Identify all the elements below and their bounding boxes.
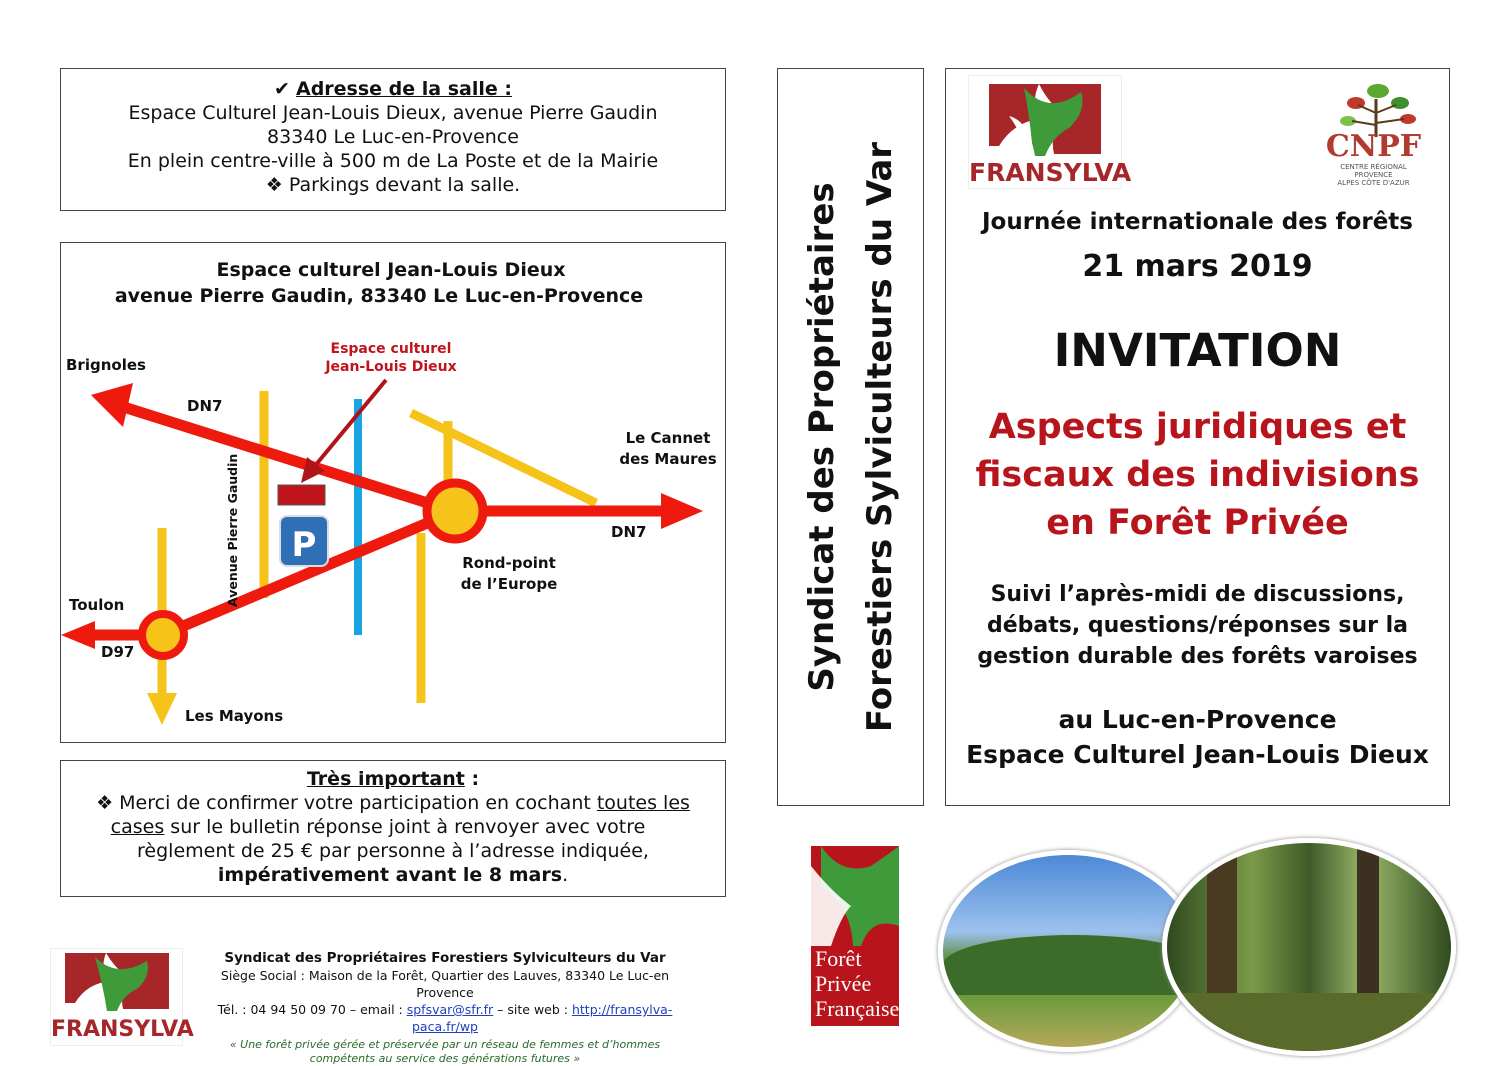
label-venue-1: Espace culturel bbox=[330, 341, 452, 357]
footer-logo-text: FRANSYLVA bbox=[51, 1017, 194, 1042]
forest-photo bbox=[1162, 838, 1456, 1056]
bullet-icon: ❖ bbox=[96, 792, 114, 814]
description-line-2: débats, questions/réponses sur la bbox=[987, 613, 1408, 638]
important-title-line: Très important : bbox=[306, 768, 480, 790]
label-les-mayons: Les Mayons bbox=[185, 707, 284, 725]
invitation-box bbox=[945, 68, 1450, 806]
address-line-4: Parkings devant la salle. bbox=[288, 174, 521, 196]
invitation-heading: INVITATION bbox=[1053, 324, 1342, 377]
label-roundabout-1: Rond-point bbox=[462, 554, 556, 572]
foret-privee-francaise-logo bbox=[811, 846, 899, 1026]
syndicate-line-1: Syndicat des Propriétaires bbox=[801, 182, 842, 692]
footer-fransylva-emblem-icon bbox=[51, 949, 182, 1019]
place-line-1: au Luc-en-Provence bbox=[1058, 705, 1337, 734]
checkmark-icon: ✔ bbox=[274, 78, 290, 100]
label-roundabout-2: de l’Europe bbox=[460, 575, 558, 593]
venue-address-box bbox=[60, 68, 726, 211]
important-line-4: impérativement avant le 8 mars. bbox=[217, 864, 569, 886]
description-line-3: gestion durable des forêts varoises bbox=[977, 644, 1418, 669]
footer-fransylva-logo bbox=[50, 948, 194, 1046]
important-line-3: règlement de 25 € par personne à l’adresse indiquée, bbox=[137, 840, 649, 862]
label-toulon: Toulon bbox=[69, 596, 125, 614]
important-title: Très important bbox=[306, 768, 465, 790]
cnpf-logo bbox=[1316, 79, 1431, 189]
syndicate-vertical-title bbox=[793, 77, 909, 797]
address-title-line bbox=[61, 77, 725, 101]
topic-line-1: Aspects juridiques et bbox=[988, 407, 1407, 447]
label-brignoles: Brignoles bbox=[66, 356, 146, 374]
fransylva-logo-text: FRANSYLVA bbox=[969, 158, 1132, 187]
arrow-toulon bbox=[61, 621, 95, 649]
address-line-2: 83340 Le Luc-en-Provence bbox=[267, 126, 519, 148]
topic-line-3: en Forêt Privée bbox=[1046, 503, 1349, 543]
description-line-1: Suivi l’après-midi de discussions, bbox=[990, 582, 1405, 607]
label-avenue: Avenue Pierre Gaudin bbox=[225, 453, 240, 607]
important-line-1: ❖ Merci de confirmer votre participation en cochant toutes les bbox=[96, 792, 690, 814]
syndicate-line-2: Forestiers Sylviculteurs du Var bbox=[859, 141, 900, 733]
bullet-icon: ❖ bbox=[265, 174, 283, 196]
label-cannet-2: des Maures bbox=[619, 450, 717, 468]
label-venue-2: Jean-Louis Dieux bbox=[325, 359, 457, 375]
footer-seat: Siège Social : Maison de la Forêt, Quartier des Lauves, 83340 Le Luc-en Provence bbox=[220, 968, 670, 1000]
cnpf-subtitle: CENTRE RÉGIONAL PROVENCE ALPES CÔTE D'AZUR bbox=[1337, 163, 1410, 187]
syndicate-vertical-box bbox=[777, 68, 924, 806]
event-date: 21 mars 2019 bbox=[1082, 249, 1313, 284]
roundabout-toulon-icon bbox=[142, 614, 184, 656]
venue-pointer-line bbox=[314, 380, 386, 467]
address-title: Adresse de la salle : bbox=[295, 78, 512, 100]
landscape-photo bbox=[938, 850, 1198, 1052]
footer-website-link[interactable]: http://fransylva-paca.fr/wp bbox=[411, 1002, 673, 1034]
access-map bbox=[60, 242, 726, 743]
cnpf-logo-text: CNPF bbox=[1325, 129, 1422, 164]
footer-org-name: Syndicat des Propriétaires Forestiers Sylviculteurs du Var bbox=[224, 950, 666, 966]
fransylva-logo bbox=[968, 75, 1132, 189]
roundabout-europe-icon bbox=[427, 483, 483, 539]
address-line-3: En plein centre-ville à 500 m de La Poste et de la Mairie bbox=[127, 150, 659, 172]
map-heading-1: Espace culturel Jean-Louis Dieux bbox=[216, 259, 566, 281]
address-line-1: Espace Culturel Jean-Louis Dieux, avenue Pierre Gaudin bbox=[128, 102, 658, 124]
label-d97: D97 bbox=[101, 643, 135, 661]
fpf-logo-text: Forêt Privée Française bbox=[815, 946, 899, 1021]
place-line-2: Espace Culturel Jean-Louis Dieux bbox=[966, 740, 1429, 769]
map-heading-2: avenue Pierre Gaudin, 83340 Le Luc-en-Provence bbox=[114, 285, 644, 307]
arrow-brignoles bbox=[91, 383, 133, 427]
label-dn7-right: DN7 bbox=[611, 523, 647, 541]
arrow-le-cannet bbox=[661, 493, 703, 529]
important-notice-box bbox=[60, 760, 726, 897]
label-dn7-left: DN7 bbox=[187, 397, 223, 415]
footer-contact: Tél. : 04 94 50 09 70 – email : spfsvar@sfr.fr – site web : http://fransylva-paca.fr/wp bbox=[217, 1002, 673, 1034]
description bbox=[946, 579, 1449, 672]
event-name: Journée internationale des forêts bbox=[981, 209, 1413, 235]
footer-motto: « Une forêt privée gérée et préservée par un réseau de femmes et d’hommes compétents au service des générations futures » bbox=[229, 1038, 661, 1065]
footer-email-link[interactable]: spfsvar@sfr.fr bbox=[406, 1002, 494, 1017]
important-line-2: cases sur le bulletin réponse joint à renvoyer avec votre bbox=[110, 816, 646, 838]
venue-building-icon bbox=[278, 485, 325, 505]
map-drawing bbox=[61, 243, 725, 742]
parking-letter: P bbox=[291, 525, 317, 565]
label-cannet-1: Le Cannet bbox=[625, 429, 711, 447]
fpf-tree-icon bbox=[811, 846, 899, 946]
address-line-4-row bbox=[61, 173, 725, 197]
footer-info bbox=[195, 950, 695, 1066]
topic-line-2: fiscaux des indivisions bbox=[975, 455, 1420, 495]
arrow-les-mayons bbox=[147, 693, 177, 725]
